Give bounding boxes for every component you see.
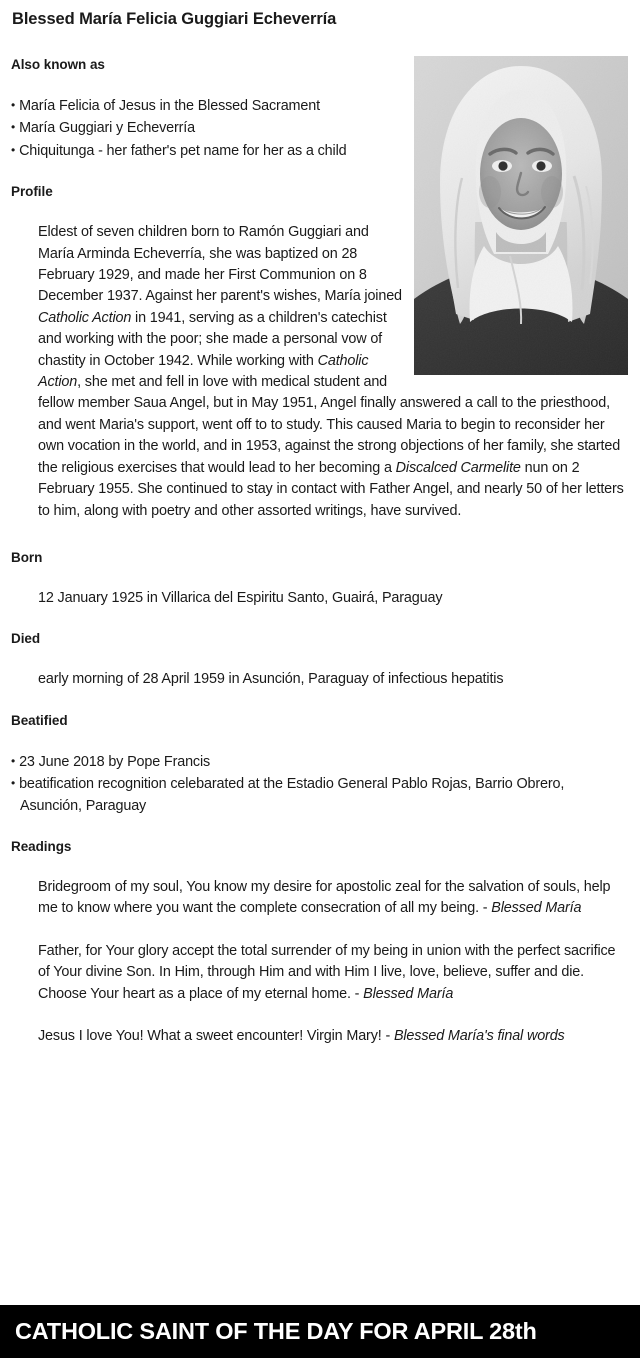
list-item: • María Felicia of Jesus in the Blessed Sacrament [11, 95, 629, 117]
profile-italic-catholic-action-2: Catholic Action [38, 352, 369, 391]
section-heading-also-known-as: Also known as [11, 57, 105, 72]
reading-item [38, 877, 629, 920]
list-item: • Chiquitunga - her father's pet name for her as a child [11, 140, 629, 162]
profile-text-1: Eldest of seven children born to Ramón Guggiari and María Arminda Echeverría, she was baptized on 28 February 1929, and made her First Communion on 8 December 1937. Against her parent's wishes, María joined [38, 224, 402, 305]
portrait-illustration [414, 56, 628, 375]
list-item: • beatification recognition celebarated at the Estadio General Pablo Rojas, Barrio Obrero, Asunción, Paraguay [11, 773, 629, 817]
section-heading-readings: Readings [11, 838, 72, 854]
born-text: 12 January 1925 in Villarica del Espiritu Santo, Guairá, Paraguay [38, 589, 443, 606]
saint-portrait-image [414, 56, 628, 375]
beatified-list [11, 751, 629, 817]
spacer [11, 609, 629, 630]
footer-banner-text: CATHOLIC SAINT OF THE DAY FOR APRIL 28th [15, 1318, 537, 1344]
reading-item [38, 1026, 629, 1047]
profile-text-2: in 1941, serving as a children's catechist and working with the poor; she made a personal vow of chastity in October 1942. While working with [38, 309, 387, 369]
reading-text: Father, for Your glory accept the total surrender of my being in union with the perfect sacrifice of Your divine Son. In Him, through Him and with Him I live, love, believe, suffer and die. Choose Your heart as a place of my eternal home. - [38, 942, 616, 1002]
list-item: • 23 June 2018 by Pope Francis [11, 751, 629, 773]
profile-italic-catholic-action-1: Catholic Action [38, 309, 132, 326]
spacer [11, 691, 629, 712]
section-heading-beatified: Beatified [11, 712, 68, 728]
reading-text: Jesus I love You! What a sweet encounter! Virgin Mary! - [38, 1027, 394, 1044]
spacer [11, 522, 629, 549]
spacer [11, 567, 629, 588]
reading-item [38, 941, 629, 1005]
spacer [11, 856, 629, 877]
section-heading-born: Born [11, 549, 43, 565]
spacer [11, 29, 629, 56]
reading-attribution: Blessed María [491, 900, 582, 917]
section-heading-died: Died [11, 631, 41, 647]
list-item: • María Guggiari y Echeverría [11, 117, 629, 139]
spacer [11, 730, 629, 751]
page-title: Blessed María Felicia Guggiari Echeverría [12, 10, 337, 28]
died-text: early morning of 28 April 1959 in Asunción, Paraguay of infectious hepatitis [38, 671, 504, 688]
readings-list [11, 877, 629, 1047]
section-heading-profile: Profile [11, 184, 53, 200]
spacer [11, 648, 629, 669]
profile-text-3: , she met and fell in love with medical student and fellow member Saua Angel, but in May 1951, Angel finally answered a call to the priesthood, and went Maria's support, went off to to study. This caused Maria to begin to reconsider her own vocation in the world, and in 1953, against the strong objections of her family, she started the religious exercises that would lead to her becoming a [38, 374, 621, 476]
reading-attribution: Blessed María [363, 985, 454, 1002]
footer-banner [0, 1305, 640, 1358]
reading-attribution: Blessed María's final words [393, 1027, 565, 1044]
reading-text: Bridegroom of my soul, You know my desire for apostolic zeal for the salvation of souls, help me to know where you want the complete consecration of all my being. - [38, 878, 611, 917]
profile-text-4: nun on 2 February 1955. She continued to stay in contact with Father Angel, and nearly 50 of her letters to him, along with poetry and other assorted writings, have survived. [38, 459, 624, 519]
profile-italic-discalced-carmelite: Discalced Carmelite [395, 459, 521, 476]
spacer [11, 817, 629, 838]
